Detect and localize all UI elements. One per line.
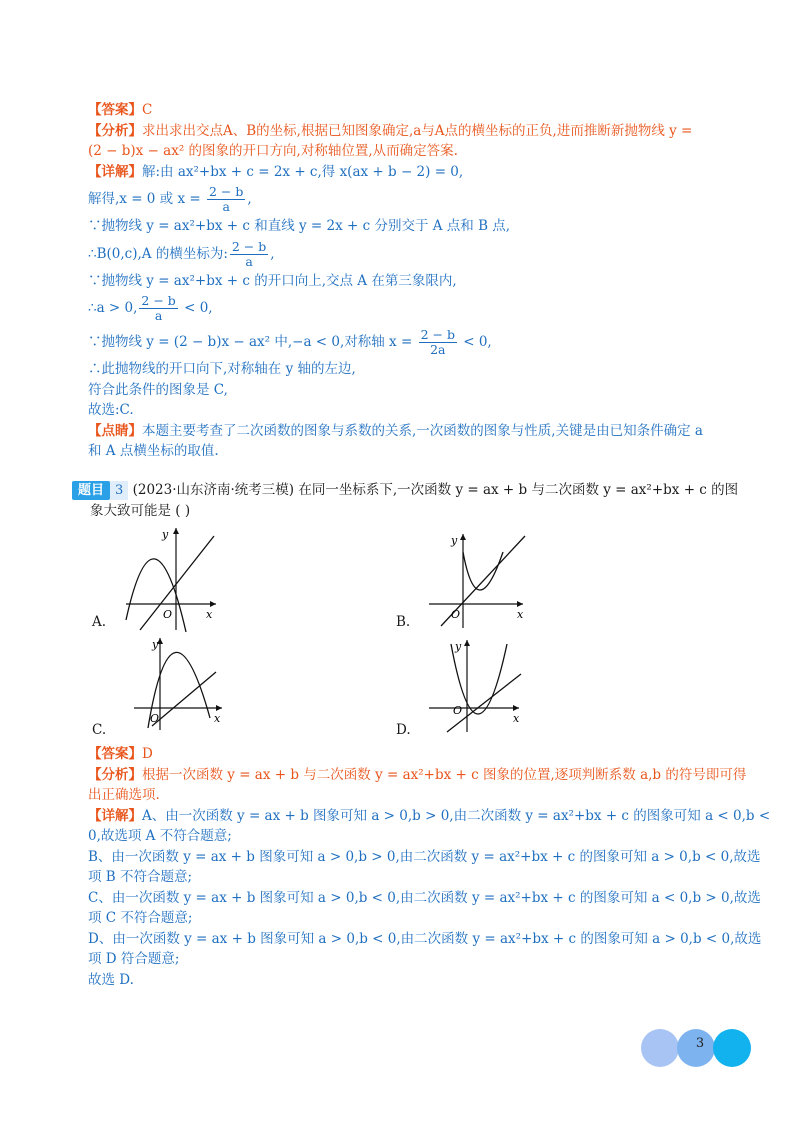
y-axis-label: y <box>162 528 169 541</box>
analysis-tag: 【分析】 <box>88 122 142 139</box>
y-axis-arrow <box>173 528 179 534</box>
detail-line-5: ∵抛物线 y = ax²+bx + c 的开口向上,交点 A 在第三象限内, <box>88 272 457 289</box>
option-d-graph <box>425 634 525 734</box>
question-number: 3 <box>110 481 128 500</box>
option-c-label: C. <box>92 722 107 738</box>
detail-line-9: 故选 D. <box>88 971 134 988</box>
detail-tag: 【详解】 <box>88 807 142 824</box>
x-axis-label: x <box>517 608 524 621</box>
x-axis-label: x <box>513 712 520 725</box>
detail-line-9: 符合此条件的图象是 C, <box>88 381 228 398</box>
detail-line-8: 项 D 符合题意; <box>88 951 180 967</box>
detail-line-7: D、由一次函数 y = ax + b 图象可知 a > 0,b < 0,由二次函数 y = ax²+bx + c 的图象可知 a > 0,b < 0,故选 <box>88 930 762 947</box>
option-d-label: D. <box>396 722 411 738</box>
y-axis-label: y <box>455 640 462 653</box>
point-text: 本题主要考查了二次函数的图象与系数的关系,一次函数的图象与性质,关键是由已知条件确定 a <box>142 422 703 439</box>
analysis-text-2: 出正确选项. <box>88 787 160 803</box>
line <box>447 674 521 732</box>
page-number: 3 <box>695 1036 705 1051</box>
option-c-graph <box>130 632 230 732</box>
question-3 <box>72 480 739 521</box>
detail-line-3: ∵抛物线 y = ax²+bx + c 和直线 y = 2x + c 分别交于 A 点和 B 点, <box>88 218 511 234</box>
option-b-graph <box>425 528 535 632</box>
question-badge: 题目 <box>72 481 110 500</box>
answer-value: C <box>142 102 153 118</box>
origin-label: O <box>163 608 173 621</box>
detail-line-1: 解:由 ax²+bx + c = 2x + c,得 x(ax + b − 2) = 0, <box>142 163 464 180</box>
question-stem: (2023·山东济南·统考三模) 在同一坐标系下,一次函数 y = ax + b 与二次函数 y = ax²+bx + c 的图 <box>132 482 739 498</box>
option-a-graph <box>118 522 228 634</box>
detail-line-3: B、由一次函数 y = ax + b 图象可知 a > 0,b > 0,由二次函数 y = ax²+bx + c 的图象可知 a > 0,b < 0,故选 <box>88 848 761 865</box>
analysis-text: 根据一次函数 y = ax + b 与二次函数 y = ax²+bx + c 图象的位置,逐项判断系数 a,b 的符号即可得 <box>142 766 747 783</box>
prev-solution <box>88 100 718 462</box>
detail-line-6: 项 C 不符合题意; <box>88 910 193 926</box>
detail-line-10: 故选:C. <box>88 402 134 418</box>
option-b-label: B. <box>396 614 411 630</box>
detail-line-2: 解得,x = 0 或 x = $\frac{2 - b}{a}$ , <box>88 184 252 214</box>
x-axis-arrow <box>216 705 222 711</box>
x-axis-arrow <box>517 601 523 607</box>
y-axis-arrow <box>464 640 470 646</box>
answer-tag: 【答案】 <box>88 746 142 762</box>
point-text-2: 和 A 点横坐标的取值. <box>88 443 219 459</box>
answer-value: D <box>142 746 153 762</box>
question-stem-2: 象大致可能是 ( ) <box>90 502 191 519</box>
detail-line-7: ∵抛物线 y = (2 − b)x − ax² 中,−a < 0,对称轴 x = $\frac{2 - b}{2a}$ < 0, <box>88 327 492 357</box>
origin-label: O <box>150 712 160 725</box>
detail-line-4: ∴B(0,c),A 的横坐标为: $\frac{2 - b}{a}$ , <box>88 238 275 269</box>
line <box>152 672 216 726</box>
y-axis-label: y <box>451 534 458 547</box>
q3-solution <box>88 744 771 990</box>
detail-line-2: 0,故选项 A 不符合题意; <box>88 828 232 844</box>
origin-label: O <box>453 704 463 717</box>
analysis-text: 求出求出交点A、B的坐标,根据已知图象确定,a与A点的横坐标的正负,进而推断新抛物线 y = <box>142 122 693 139</box>
detail-line-1: A、由一次函数 y = ax + b 图象可知 a > 0,b > 0,由二次函数 y = ax²+bx + c 的图象可知 a < 0,b < <box>142 807 771 824</box>
answer-tag: 【答案】 <box>88 102 142 118</box>
detail-line-8: ∴此抛物线的开口向下,对称轴在 y 轴的左边, <box>88 361 356 377</box>
y-axis-arrow <box>460 534 466 540</box>
parabola <box>126 559 186 632</box>
detail-line-5: C、由一次函数 y = ax + b 图象可知 a > 0,b < 0,由二次函数 y = ax²+bx + c 的图象可知 a < 0,b > 0,故选 <box>88 889 761 906</box>
option-a-label: A. <box>92 614 107 630</box>
analysis-text-2: (2 − b)x − ax² 的图象的开口方向,对称轴位置,从而确定答案. <box>88 143 458 159</box>
detail-line-4: 项 B 不符合题意; <box>88 869 193 885</box>
detail-line-6: ∴a > 0, $\frac{2 - b}{a}$ < 0, <box>88 293 213 323</box>
x-axis-label: x <box>206 608 213 621</box>
origin-label: O <box>451 608 461 621</box>
line <box>140 536 214 630</box>
x-axis-label: x <box>214 712 221 725</box>
point-tag: 【点睛】 <box>88 422 142 439</box>
x-axis-arrow <box>210 601 216 607</box>
x-axis-arrow <box>513 705 519 711</box>
y-axis-label: y <box>152 638 159 651</box>
analysis-tag: 【分析】 <box>88 766 142 783</box>
parabola <box>463 552 503 590</box>
detail-tag: 【详解】 <box>88 163 142 180</box>
